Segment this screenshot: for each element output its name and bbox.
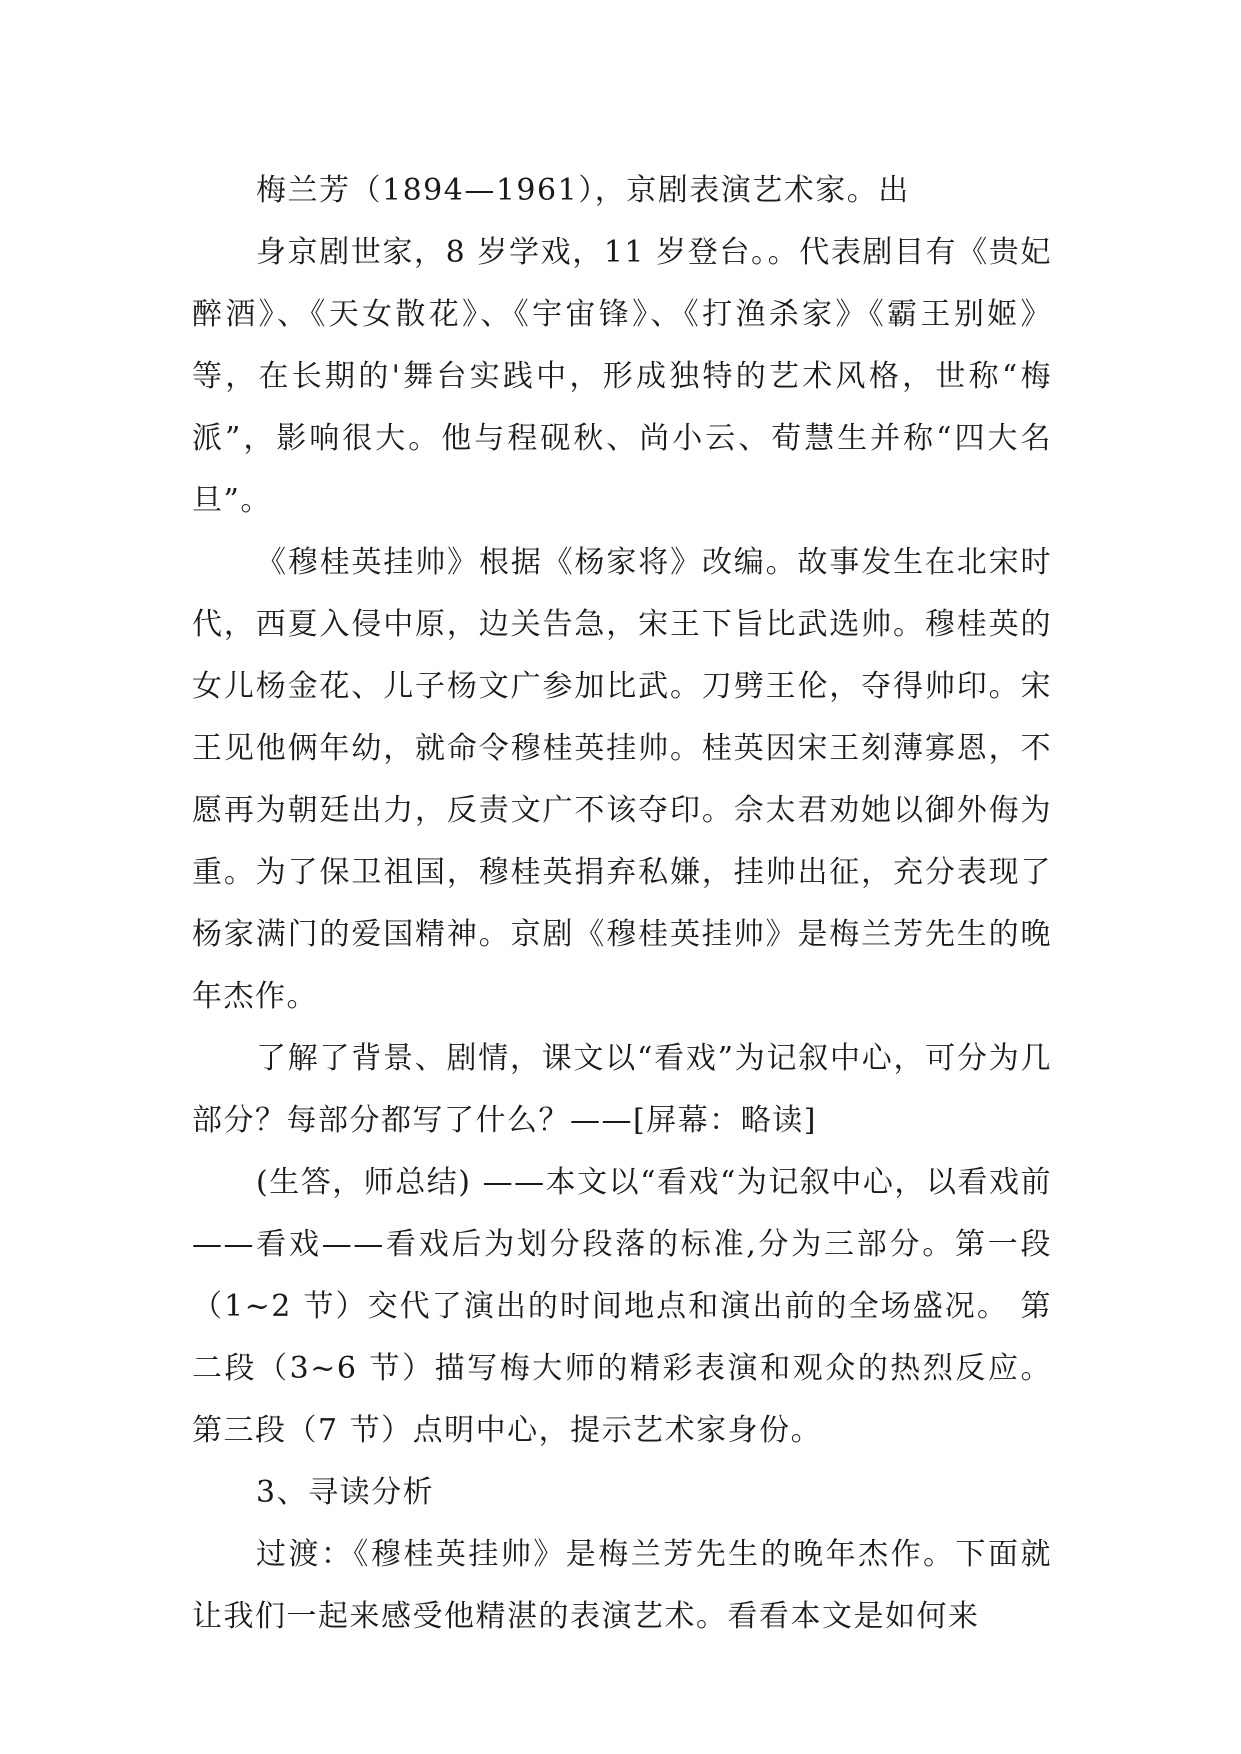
paragraph-biography: 身京剧世家，8 岁学戏，11 岁登台。。代表剧目有《贵妃醉酒》、《天女散花》、《宇宙锋》、《打渔杀家》《霸王别姬》等，在长期的'舞台实践中，形成独特的艺术风格，世称“梅派”，影响很大。他与程砚秋、尚小云、荀慧生并称“四大名旦”。 <box>192 235 1052 518</box>
document-body <box>192 160 1052 1648</box>
section-heading: 3、寻读分析 <box>256 1475 435 1510</box>
paragraph-question: 了解了背景、剧情，课文以“看戏”为记叙中心，可分为几部分？每部分都写了什么？——[屏幕：略读] <box>192 1041 1052 1138</box>
paragraph-summary: (生答，师总结) ——本文以“看戏“为记叙中心，以看戏前——看戏——看戏后为划分段落的标准,分为三部分。第一段（1~2 节）交代了演出的时间地点和演出前的全场盛况。 第二段（3~6 节）描写梅大师的精彩表演和观众的热烈反应。 第三段（7 节）点明中心，提示艺术家身份。 <box>192 1165 1052 1448</box>
paragraph-plot: 《穆桂英挂帅》根据《杨家将》改编。故事发生在北宋时代，西夏入侵中原，边关告急，宋王下旨比武选帅。穆桂英的女儿杨金花、儿子杨文广参加比武。刀劈王伦，夺得帅印。宋王见他俩年幼，就命令穆桂英挂帅。桂英因宋王刻薄寡恩，不愿再为朝廷出力，反责文广不该夺印。佘太君劝她以御外侮为重。为了保卫祖国，穆桂英捐弃私嫌，挂帅出征，充分表现了杨家满门的爱国精神。京剧《穆桂英挂帅》是梅兰芳先生的晚年杰作。 <box>192 545 1052 1014</box>
paragraph-transition: 过渡：《穆桂英挂帅》是梅兰芳先生的晚年杰作。下面就让我们一起来感受他精湛的表演艺术。看看本文是如何来 <box>192 1537 1052 1634</box>
paragraph-intro-line: 梅兰芳（1894—1961），京剧表演艺术家。出 <box>256 173 910 208</box>
